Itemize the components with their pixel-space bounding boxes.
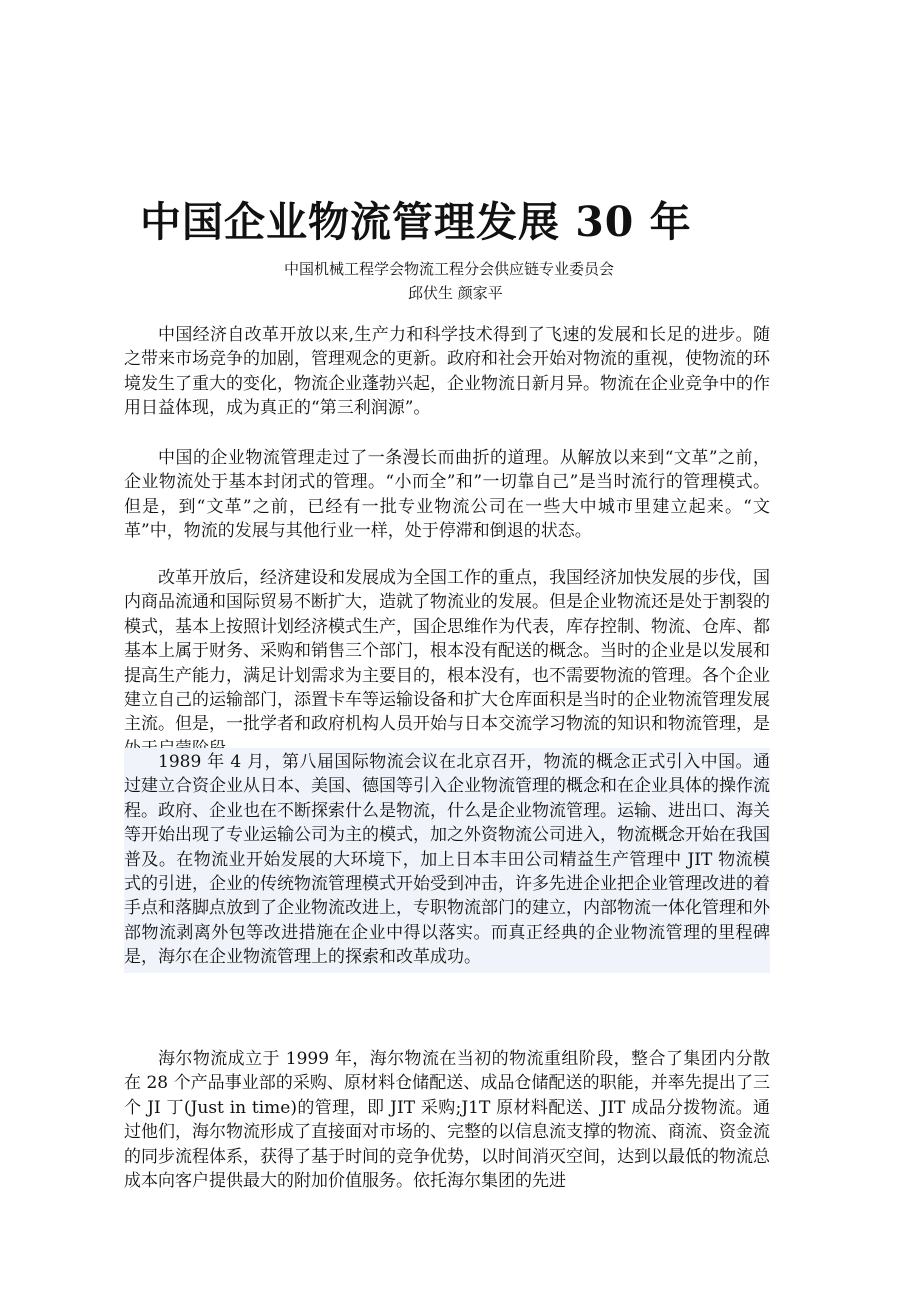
paragraph-5: 海尔物流成立于 1999 年，海尔物流在当初的物流重组阶段，整合了集团内分散在 28 个产品事业部的采购、原材料仓储配送、成品仓储配送的职能，并率先提出了三个 JI 丁(Just in time)的管理，即 JIT 采购;J1T 原材料配送、JIT 成品分拨物流。通过他们，海尔物流形成了直接面对市场的、完整的以信息流支撑的物流、商流、资金流的同步流程体系，获得了基于时间的竞争优势，以时间消灭空间，达到以最低的物流总成本向客户提供最大的附加价值服务。依托海尔集团的先进 bbox=[124, 1049, 770, 1192]
paragraph-1: 中国经济自改革开放以来,生产力和科学技术得到了飞速的发展和长足的进步。随之带来市场竞争的加剧，管理观念的更新。政府和社会开始对物流的重视，使物流的环境发生了重大的变化，物流企业蓬勃兴起，企业物流日新月异。物流在企业竞争中的作用日益体现，成为真正的“第三利润源”。 bbox=[124, 325, 770, 419]
author-names: 邱伏生 颜家平 bbox=[408, 284, 503, 302]
paragraph-3: 改革开放后，经济建设和发展成为全国工作的重点，我国经济加快发展的步伐，国内商品流通和国际贸易不断扩大，造就了物流业的发展。但是企业物流还是处于割裂的模式，基本上按照计划经济模式生产，国企思维作为代表，库存控制、物流、仓库、都基本上属于财务、采购和销售三个部门，根本没有配送的概念。当时的企业是以发展和提高生产能力，满足计划需求为主要目的，根本没有，也不需要物流的管理。各个企业建立自己的运输部门，添置卡车等运输设备和扩大仓库面积是当时的企业物流管理发展主流。但是，一批学者和政府机构人员开始与日本交流学习物流的知识和物流管理，是 bbox=[124, 568, 770, 735]
paragraph-4-highlighted: 1989 年 4 月，第八届国际物流会议在北京召开，物流的概念正式引入中国。通过建立合资企业从日本、美国、德国等引入企业物流管理的概念和在企业具体的操作流程。政府、企业也在不断探索什么是物流，什么是企业物流管理。运输、进出口、海关等开始出现了专业运输公司为主的模式，加之外资物流公司进入，物流概念开始在我国普及。在物流业开始发展的大环境下，加上日本丰田公司精益生产管理中 JIT 物流模式的引进，企业的传统物流管理模式开始受到冲击，许多先进企业把企业管理改进的着手点和落脚点放到了企业物流改进上，专职物流部门的建立，内部物流一体化管理和外部物流剥离外包等改进措施在企业中得以落实。而真正经典的企业物流管理的里程碑是，海尔在企业物流管理上的探索和改革成功。 bbox=[124, 748, 770, 973]
document-title: 中国企业物流管理发展 30 年 bbox=[140, 198, 692, 246]
paragraph-2: 中国的企业物流管理走过了一条漫长而曲折的道理。从解放以来到“文革”之前，企业物流处于基本封闭式的管理。“小而全”和”一切靠自己”是当时流行的管理模式。但是，到“文革”之前，已经有一批专业物流公司在一些大中城市里建立起来。“文革”中，物流的发展与其他行业一样，处于停滞和倒退的状态。 bbox=[124, 448, 770, 542]
author-affiliation: 中国机械工程学会物流工程分会供应链专业委员会 bbox=[284, 260, 615, 278]
